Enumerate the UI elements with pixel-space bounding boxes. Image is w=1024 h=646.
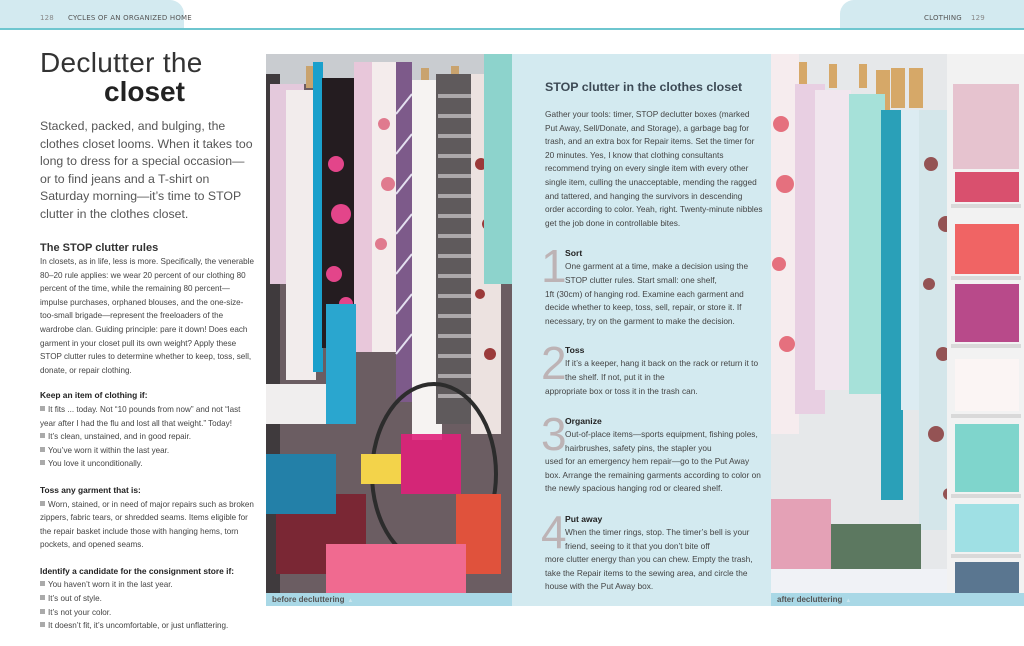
rules-heading: The STOP clutter rules [40,242,159,254]
before-decluttering-photo [266,54,512,593]
caption-triangle-icon: ▲ [845,598,852,604]
organized-closet-image [771,54,1024,593]
after-caption: after decluttering ▲ [771,593,1024,606]
step-sort [541,240,763,328]
right-running-title: CLOTHING [924,14,962,22]
bullet-square-icon [40,406,45,411]
step-number: 2 [541,337,567,390]
step-toss [541,337,763,398]
step-title: Toss [565,345,585,356]
step-title: Sort [565,248,583,259]
list-item: You love it unconditionally. [40,457,254,471]
left-page-number: 128 [40,14,54,22]
bullet-square-icon [40,447,45,452]
toss-heading: Toss any garment that is: [40,484,141,495]
after-decluttering-photo [771,54,1024,593]
list-item: It doesn’t fit, it’s uncomfortable, or just unflattering. [40,619,254,633]
panel-intro: Gather your tools: timer, STOP declutter boxes (marked Put Away, Sell/Donate, and Storage), a garbage bag for trash, and an extra box for Repair items. Set the timer for 20 minutes. Yes, I know that clothing consultants recommend trying on every single item with every other single item, culling the unacceptable, mending the ragged and tattered, and hanging the survivors in descending order according to color. Yeah, right. Twenty-minute nibbles get the job done in controllable bites. [545,109,763,228]
list-item: It fits ... today. Not “10 pounds from now” and not “last year after I had the flu and lost all that weight.” Today! [40,404,241,428]
list-item: You haven’t worn it in the last year. [40,578,254,592]
step-title: Put away [565,514,603,525]
bullet-square-icon [40,433,45,438]
bullet-square-icon [40,501,45,506]
step-body-rest: used for an emergency hem repair—go to the Put Away box. Arrange the remaining garments according to color on the newly spacious hanging rod or cleared shelf. [545,456,761,494]
rules-body: In closets, as in life, less is more. Specifically, the venerable 80–20 rule applies: we wear 20 percent of our clothing 80 percent of the time, while the remaining 80 percent—impulse purchases, orphaned blouses, and the one-size-too-small brigade—represent the freeloaders of the wardrobe clan. Guiding principle: pare it down! Does each garment in your closet pull its own weight? Apply these STOP clutter rules to determine whether to keep, toss, sell, donate, or repair clothing. [40,257,254,375]
step-body-indented: One garment at a time, make a decision using the STOP clutter rules. Start small: one shelf, [565,261,749,285]
step-body-rest: 1ft (30cm) of hanging rod. Examine each garment and decide whether to keep, toss, sell, repair, or store it. If necessary, try on the garment to make the decision. [545,288,744,326]
list-item: It’s not your color. [40,606,254,620]
left-column [40,48,254,633]
step-title: Organize [565,416,602,427]
page-title-line1: Declutter the [40,47,203,78]
step-body-indented: When the timer rings, stop. The timer’s bell is your friend, seeing to it that you don’t bite off [565,527,750,551]
consign-heading: Identify a candidate for the consignment store if: [40,565,235,576]
bullet-square-icon [40,581,45,586]
consign-list [40,578,254,632]
toss-list [40,498,254,552]
page-title-line2: closet [104,76,185,107]
list-item: Worn, stained, or in need of major repairs such as broken zippers, fabric tears, or shredded seams. Items eligible for the repair basket include those with hanging hems, torn pockets, and opened seams. [40,499,254,550]
step-body-indented: If it’s a keeper, hang it back on the rack or return it to the shelf. If not, put it in the [565,358,759,382]
bullet-square-icon [40,622,45,627]
right-page-number: 129 [971,14,985,22]
step-put-away [541,506,763,594]
step-number: 1 [541,240,567,293]
bullet-square-icon [40,460,45,465]
list-item: You’ve worn it within the last year. [40,444,254,458]
step-body-rest: appropriate box or toss it in the trash can. [545,385,698,396]
step-number: 4 [541,506,567,559]
cluttered-closet-image [266,54,512,593]
caption-triangle-icon: ▲ [347,598,354,604]
bullet-square-icon [40,595,45,600]
list-item: It’s clean, unstained, and in good repair. [40,430,254,444]
step-number: 3 [541,408,567,461]
before-caption: before decluttering ▲ [266,593,512,606]
steps-panel [512,54,771,606]
header-rule [0,28,1024,30]
intro-paragraph: Stacked, packed, and bulging, the clothes closet looms. When it takes too long to dress for a special occasion—or to find jeans and a T-shirt on Saturday morning—it’s time to STOP clutter in the clothes closet. [40,119,253,221]
keep-heading: Keep an item of clothing if: [40,390,148,401]
keep-list [40,403,254,471]
list-item: It’s out of style. [40,592,254,606]
panel-title: STOP clutter in the clothes closet [545,80,743,94]
bullet-square-icon [40,609,45,614]
step-organize [541,408,763,496]
step-body-indented: Out-of-place items—sports equipment, fishing poles, hairbrushes, safety pins, the stapler you [565,429,758,453]
step-body-rest: more clutter energy than you can chew. Empty the trash, take the Repair items to the sewing area, and circle the house with the Put Away box. [545,554,753,592]
left-running-title: CYCLES OF AN ORGANIZED HOME [68,14,192,22]
